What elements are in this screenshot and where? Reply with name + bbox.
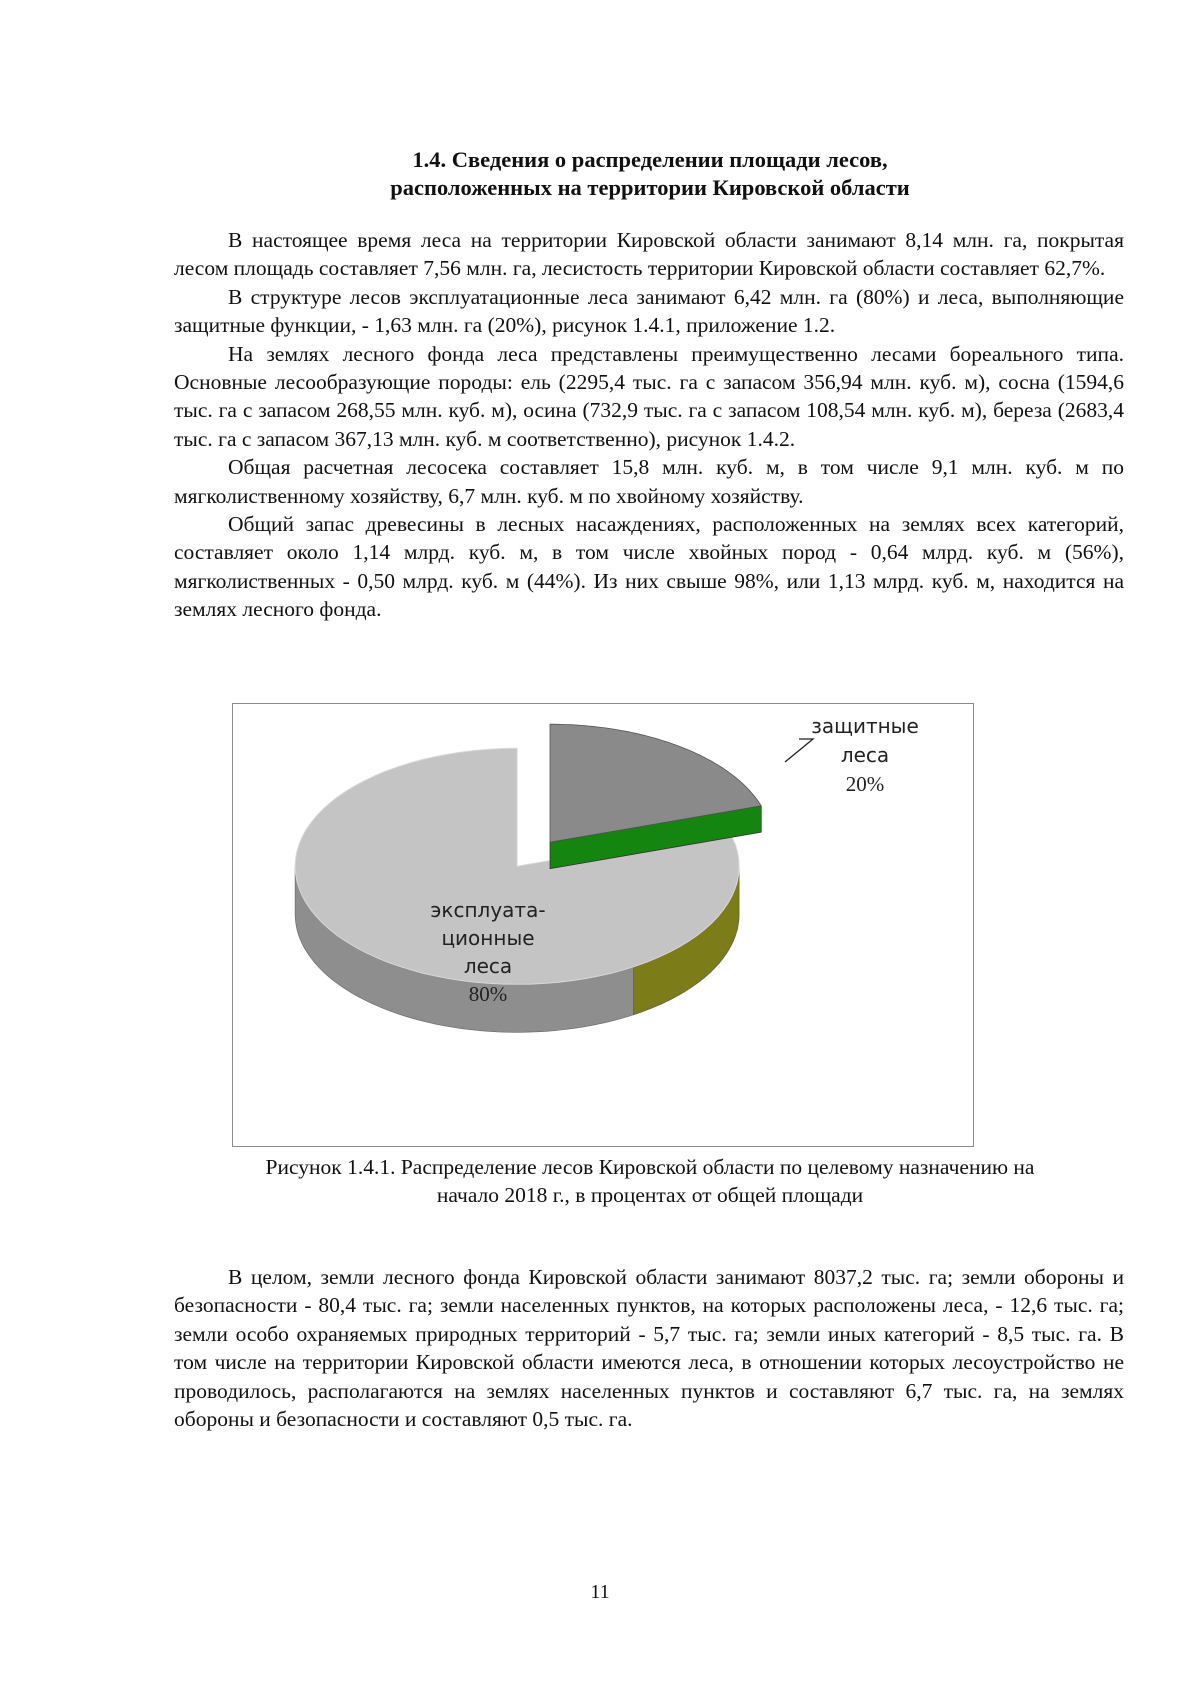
label-protective-percent: 20% <box>845 772 885 796</box>
figure-caption <box>170 1153 1130 1209</box>
body-text-bottom <box>174 1263 1124 1433</box>
label-exploitation-percent: 80% <box>468 982 508 1006</box>
label-protective-line-2: леса <box>840 743 890 767</box>
pie-chart <box>233 704 975 1148</box>
pie-chart-frame <box>232 703 974 1147</box>
body-text-top <box>174 226 1124 624</box>
label-protective-line-1: защитные <box>811 714 919 738</box>
label-exploitation-line-3: леса <box>463 954 513 978</box>
heading-line-2: расположенных на территории Кировской области <box>390 175 910 200</box>
paragraph: Общий запас древесины в лесных насаждениях, расположенных на землях всех категорий, составляет около 1,14 млрд. куб. м, в том числе хвойных пород - 0,64 млрд. куб. м (56%), мягколиственных - 0,50 млрд. куб. м (44%). Из них свыше 98%, или 1,13 млрд. куб. м, находится на землях лесного фонда. <box>174 512 1124 622</box>
leader-line-protective <box>785 739 813 762</box>
paragraph: Общая расчетная лесосека составляет 15,8 млн. куб. м, в том числе 9,1 млн. куб. м по мягколиственному хозяйству, 6,7 млн. куб. м по хвойному хозяйству. <box>174 455 1124 508</box>
paragraph: На землях лесного фонда леса представлены преимущественно лесами бореального типа. Основные лесообразующие породы: ель (2295,4 тыс. га с запасом 356,94 млн. куб. м), сосна (1594,6 тыс. га с запасом 268,55 млн. куб. м), осина (732,9 тыс. га с запасом 108,54 млн. куб. м), береза (2683,4 тыс. га с запасом 367,13 млн. куб. м соответственно), рисунок 1.4.2. <box>174 341 1124 451</box>
page-number: 11 <box>590 1581 610 1603</box>
label-exploitation-line-1: эксплуата- <box>430 898 546 922</box>
heading-line-1: 1.4. Сведения о распределении площади лесов, <box>412 147 888 172</box>
paragraph: В структуре лесов эксплуатационные леса занимают 6,42 млн. га (80%) и леса, выполняющие защитные функции, - 1,63 млн. га (20%), рисунок 1.4.1, приложение 1.2. <box>174 284 1124 338</box>
paragraph: В настоящее время леса на территории Кировской области занимают 8,14 млн. га, покрытая лесом площадь составляет 7,56 млн. га, лесистость территории Кировской области составляет 62,7%. <box>174 228 1124 281</box>
paragraph: В целом, земли лесного фонда Кировской области занимают 8037,2 тыс. га; земли обороны и безопасности - 80,4 тыс. га; земли населенных пунктов, на которых расположены леса, - 12,6 тыс. га; земли особо охраняемых природных территорий - 5,7 тыс. га; земли иных категорий - 8,5 тыс. га. В том числе на территории Кировской области имеются леса, в отношении которых лесоустройство не проводилось, располагаются на землях населенных пунктов и составляют 6,7 тыс. га, на землях обороны и безопасности и составляют 0,5 тыс. га. <box>174 1265 1124 1432</box>
section-heading <box>170 146 1130 202</box>
caption-line-1: Рисунок 1.4.1. Распределение лесов Кировской области по целевому назначению на <box>265 1155 1035 1179</box>
caption-line-2: начало 2018 г., в процентах от общей площади <box>436 1183 864 1207</box>
label-exploitation-line-2: ционные <box>441 926 535 950</box>
